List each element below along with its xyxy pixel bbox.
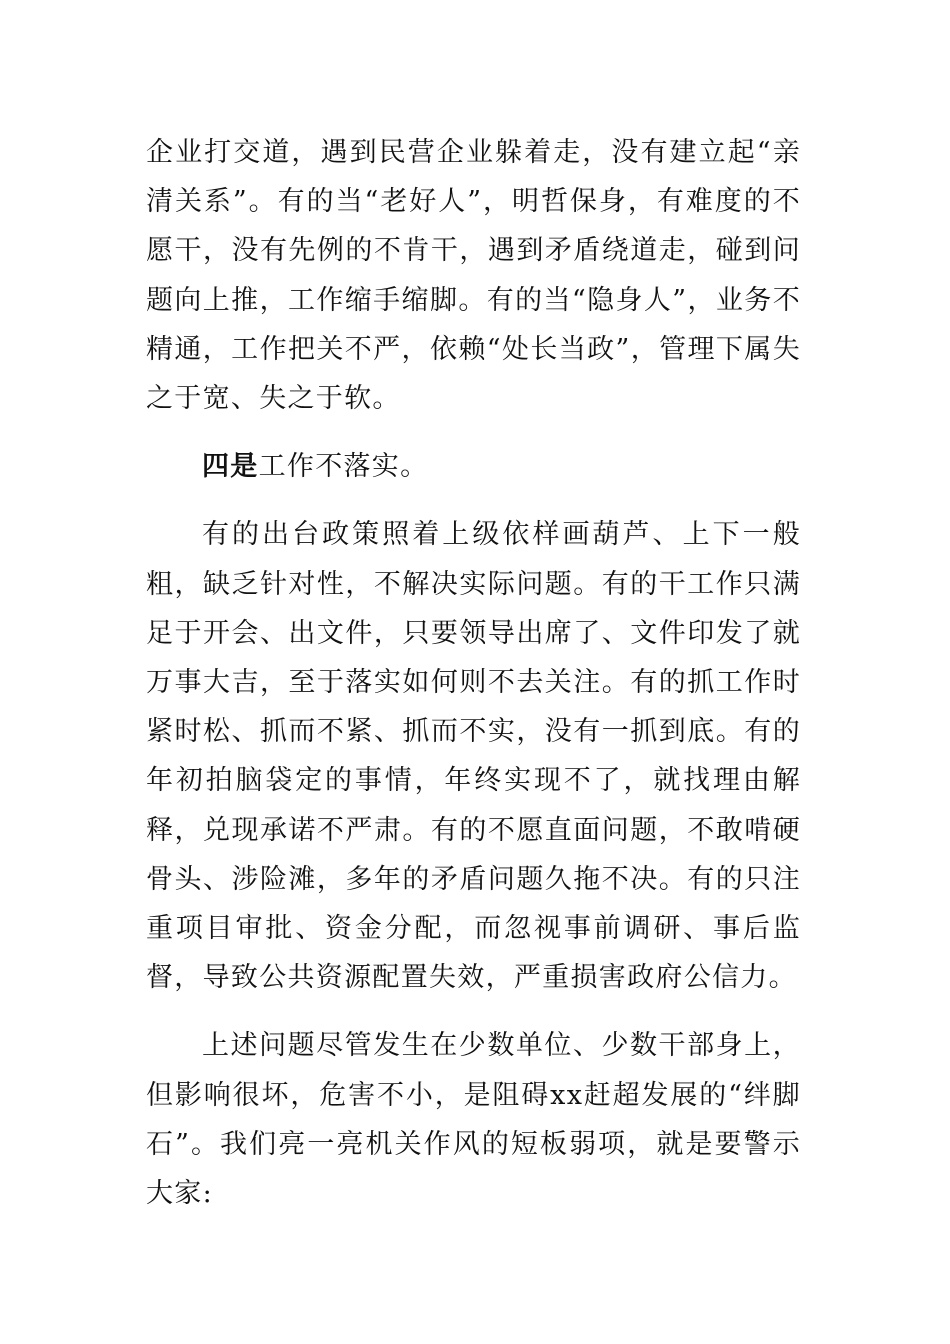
paragraph-3: 有的出台政策照着上级依样画葫芦、上下一般粗，缺乏针对性，不解决实际问题。有的干工作只满足于开会、出文件，只要领导出席了、文件印发了就万事大吉，至于落实如何则不去关注。有的抓工作时紧时松、抓而不紧、抓而不实，没有一抓到底。有的年初拍脑袋定的事情，年终实现不了，就找理由解释，兑现承诺不严肃。有的不愿直面问题，不敢啃硬骨头、涉险滩，多年的矛盾问题久拖不决。有的只注重项目审批、资金分配，而忽视事前调研、事后监督，导致公共资源配置失效，严重损害政府公信力。 [146,519,801,994]
paragraph-2-text: 工作不落实。 [258,451,429,483]
paragraph-2-heading [146,442,801,491]
paragraph-4: 上述问题尽管发生在少数单位、少数干部身上，但影响很坏，危害不小，是阻碍xx赶超发展的“绊脚石”。我们亮一亮机关作风的短板弱项，就是要警示大家: [146,1030,801,1210]
paragraph-2-lead: 四是 [202,451,259,483]
paragraph-1: 企业打交道，遇到民营企业躲着走，没有建立起“亲清关系”。有的当“老好人”，明哲保身，有难度的不愿干，没有先例的不肯干，遇到矛盾绕道走，碰到问题向上推，工作缩手缩脚。有的当“隐身人”，业务不精通，工作把关不严，依赖“处长当政”，管理下属失之于宽、失之于软。 [146,137,801,415]
document-body [146,128,801,1218]
